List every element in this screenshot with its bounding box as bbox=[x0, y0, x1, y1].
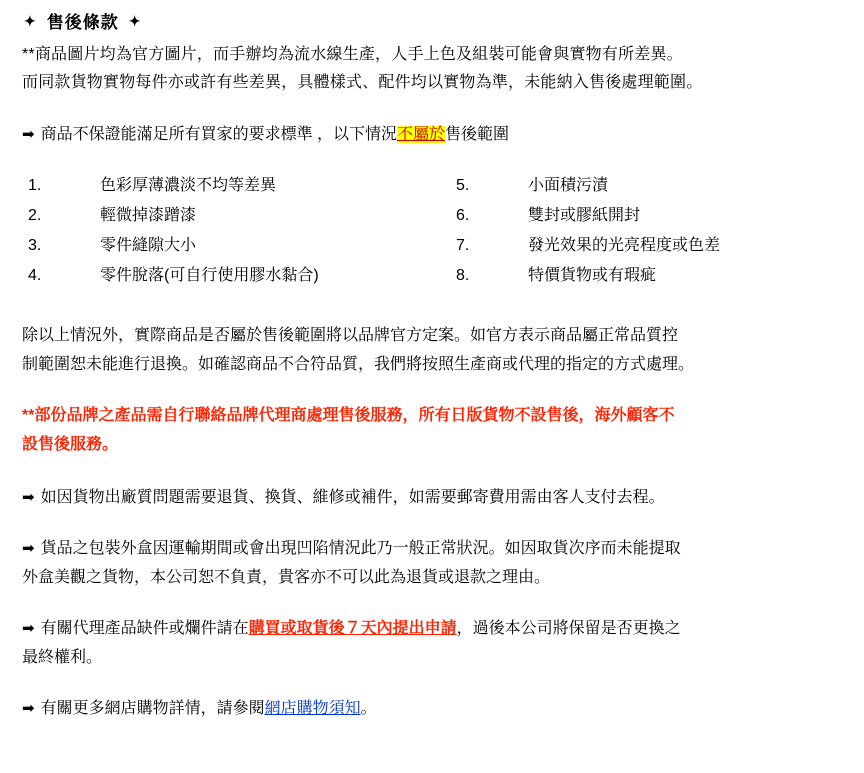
list-item-number: 5. bbox=[456, 177, 470, 194]
packaging-line-1 bbox=[22, 534, 850, 563]
red-warning-paragraph bbox=[22, 401, 850, 459]
agent-claim-line-2: 最終權利。 bbox=[22, 649, 103, 666]
more-info-text-after: 。 bbox=[360, 700, 377, 717]
list-item-label: 雙封或膠紙開封 bbox=[528, 207, 641, 224]
notice-text-after: 售後範圍 bbox=[445, 126, 510, 143]
red-warning-line-2: 設售後服務。 bbox=[22, 436, 119, 453]
arrow-icon: ➡ bbox=[22, 620, 35, 637]
policy-line-2: 制範圍恕未能進行退換。如確認商品不合符品質，我們將按照生產商或代理的指定的方式處理。 bbox=[22, 356, 695, 373]
arrow-icon: ➡ bbox=[22, 489, 35, 506]
list-item-number: 7. bbox=[456, 237, 470, 254]
list-item bbox=[456, 231, 720, 261]
list-item-label: 小面積污漬 bbox=[528, 177, 609, 194]
arrow-icon: ➡ bbox=[22, 540, 35, 557]
arrow-icon: ➡ bbox=[22, 126, 35, 143]
list-item-label: 發光效果的光亮程度或色差 bbox=[528, 237, 721, 254]
policy-paragraph bbox=[22, 321, 850, 379]
packaging-line-2: 外盒美觀之貨物，本公司恕不負責，貴客亦不可以此為退貨或退款之理由。 bbox=[22, 569, 551, 586]
list-item-number: 3. bbox=[28, 237, 42, 254]
agent-claim-item bbox=[22, 614, 850, 672]
exclusion-list bbox=[22, 171, 850, 299]
policy-line-1: 除以上情況外，實際商品是否屬於售後範圍將以品牌官方定案。如官方表示商品屬正常品質控 bbox=[22, 327, 679, 344]
agent-claim-emphasis: 購買或取貨後７天內提出申請 bbox=[248, 620, 457, 637]
list-item-number: 1. bbox=[28, 177, 42, 194]
list-item bbox=[456, 201, 720, 231]
list-item-number: 2. bbox=[28, 207, 42, 224]
shipping-item bbox=[22, 483, 850, 512]
exclusion-list-right bbox=[456, 171, 720, 291]
list-item bbox=[28, 231, 319, 261]
page-title bbox=[24, 8, 850, 33]
more-info-text-before: 有關更多網店購物詳情，請參閱 bbox=[40, 700, 265, 717]
page-title-text: 售後條款 bbox=[46, 13, 119, 32]
notice-highlight: 不屬於 bbox=[397, 126, 446, 143]
list-item bbox=[456, 261, 720, 291]
notice-line bbox=[22, 121, 850, 149]
diamond-icon-right: ✦ bbox=[128, 13, 142, 29]
shopping-guide-link[interactable]: 網店購物須知 bbox=[264, 700, 361, 717]
list-item bbox=[456, 171, 720, 201]
list-item-label: 零件縫隙大小 bbox=[100, 237, 197, 254]
arrow-icon: ➡ bbox=[22, 700, 35, 717]
exclusion-list-left bbox=[28, 171, 319, 291]
list-item bbox=[28, 261, 319, 291]
list-item-number: 6. bbox=[456, 207, 470, 224]
list-item-label: 零件脫落(可自行使用膠水黏合) bbox=[100, 267, 319, 284]
packaging-item bbox=[22, 534, 850, 592]
intro-paragraph bbox=[22, 41, 850, 97]
packaging-text-1: 貨品之包裝外盒因運輸期間或會出現凹陷情況此乃一般正常狀況。如因取貨次序而未能提取 bbox=[40, 540, 681, 557]
list-item-label: 色彩厚薄濃淡不均等差異 bbox=[100, 177, 277, 194]
intro-line-2: 而同款貨物實物每件亦或許有些差異，具體樣式、配件均以實物為準，未能納入售後處理範圍。 bbox=[22, 74, 703, 91]
list-item-label: 輕微掉漆蹭漆 bbox=[100, 207, 197, 224]
list-item bbox=[28, 201, 319, 231]
red-warning-line-1: **部份品牌之產品需自行聯絡品牌代理商處理售後服務，所有日版貨物不設售後，海外顧客不 bbox=[22, 407, 675, 424]
more-info-item bbox=[22, 694, 850, 723]
diamond-icon-left: ✦ bbox=[24, 13, 37, 29]
agent-claim-text-after: ，過後本公司將保留是否更換之 bbox=[456, 620, 681, 637]
notice-text-before: 商品不保證能滿足所有買家的要求標準 ，以下情況 bbox=[40, 126, 398, 143]
intro-line-1: **商品圖片均為官方圖片，而手辦均為流水線生產，人手上色及組裝可能會與實物有所差異。 bbox=[22, 46, 683, 63]
list-item-number: 8. bbox=[456, 267, 470, 284]
agent-claim-line-1 bbox=[22, 614, 850, 643]
list-item-number: 4. bbox=[28, 267, 42, 284]
agent-claim-text-before: 有關代理產品缺件或爛件請在 bbox=[40, 620, 249, 637]
shipping-item-text: 如因貨物出廠質問題需要退貨、換貨、維修或補件，如需要郵寄費用需由客人支付去程。 bbox=[40, 489, 665, 506]
list-item bbox=[28, 171, 319, 201]
list-item-label: 特價貨物或有瑕疵 bbox=[528, 267, 657, 284]
spacer bbox=[22, 299, 850, 321]
